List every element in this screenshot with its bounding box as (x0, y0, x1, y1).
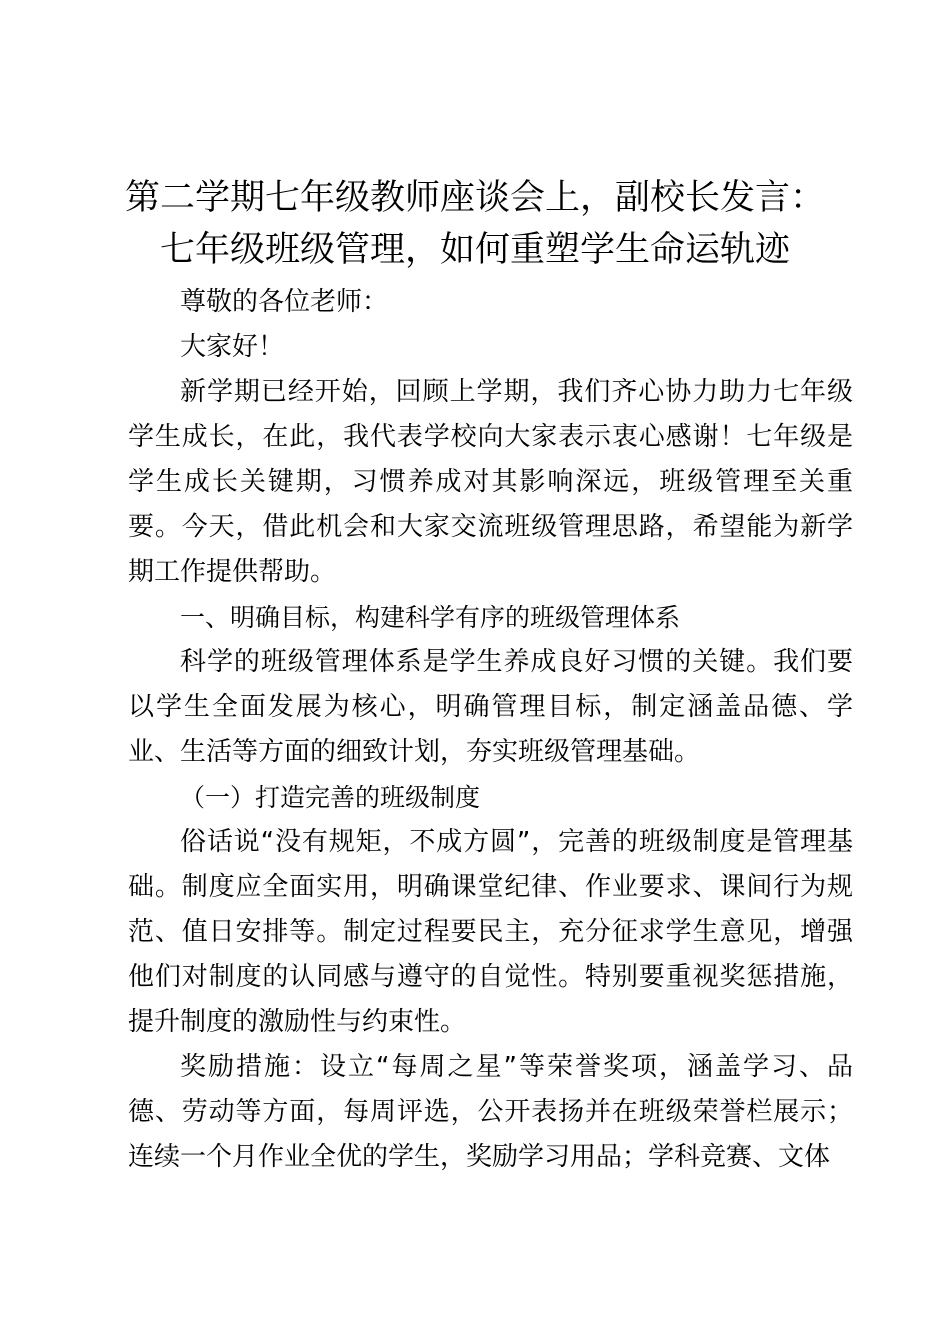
document-body (128, 280, 853, 1180)
salutation: 尊敬的各位老师： (180, 287, 389, 317)
subsection-heading-1: （一）打造完善的班级制度 (180, 783, 481, 812)
document-title-line-1: 第二学期七年级教师座谈会上，副校长发言： (124, 178, 825, 218)
greeting: 大家好！ (180, 332, 285, 362)
reward-measures-paragraph: 奖励措施：设立“每周之星”等荣誉奖项，涵盖学习、品德、劳动等方面，每周评选，公开表扬并在班级荣誉栏展示；连续一个月作业全优的学生，奖励学习用品；学科竞赛、文体 (128, 1052, 853, 1172)
subsection-1-paragraph: 俗话说“没有规矩，不成方圆”，完善的班级制度是管理基础。制度应全面实用，明确课堂纪律、作业要求、课间行为规范、值日安排等。制定过程要民主，充分征求学生意见，增强他们对制度的认同感与遵守的自觉性。特别要重视奖惩措施，提升制度的激励性与约束性。 (128, 827, 853, 1037)
section-heading-1: 一、明确目标，构建科学有序的班级管理体系 (180, 603, 681, 632)
intro-paragraph: 新学期已经开始，回顾上学期，我们齐心协力助力七年级学生成长，在此，我代表学校向大家表示衷心感谢！七年级是学生成长关键期，习惯养成对其影响深远，班级管理至关重要。今天，借此机会和大家交流班级管理思路，希望能为新学期工作提供帮助。 (128, 377, 853, 587)
section-1-paragraph: 科学的班级管理体系是学生养成良好习惯的关键。我们要以学生全面发展为核心，明确管理目标，制定涵盖品德、学业、生活等方面的细致计划，夯实班级管理基础。 (128, 647, 853, 767)
document-title-line-2: 七年级班级管理，如何重塑学生命运轨迹 (159, 230, 790, 270)
